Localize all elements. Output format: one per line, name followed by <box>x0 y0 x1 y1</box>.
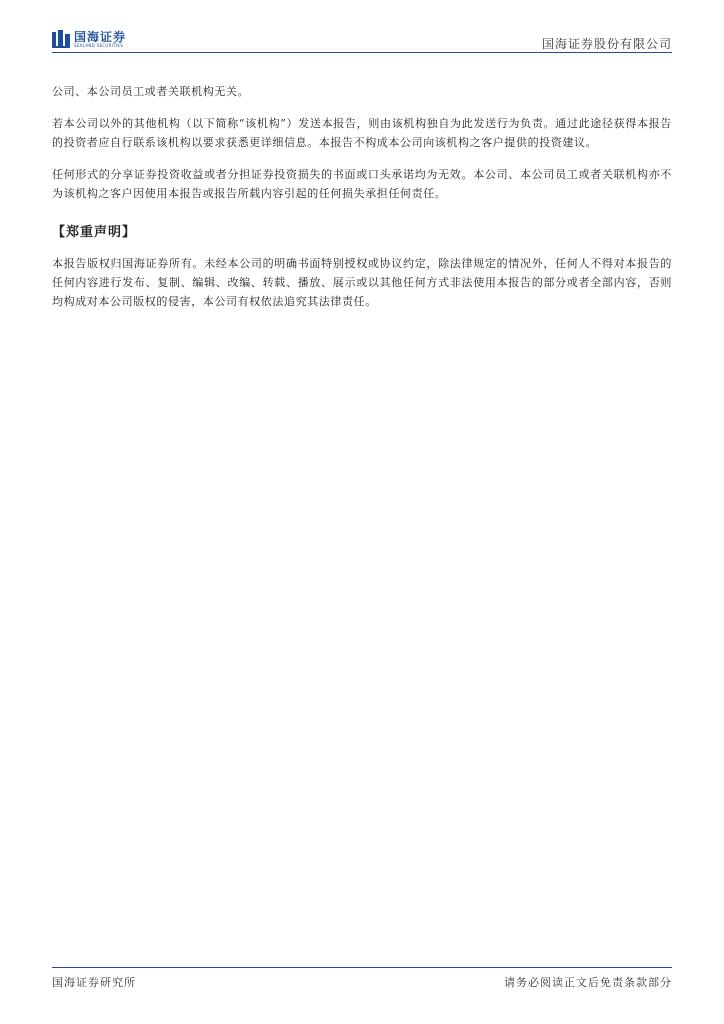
paragraph-1: 公司、本公司员工或者关联机构无关。 <box>52 85 250 98</box>
header-company-name: 国海证券股份有限公司 <box>541 37 672 51</box>
header-divider <box>52 52 672 53</box>
section-title-statement: 【郑重声明】 <box>52 225 137 240</box>
logo-text: 国海证券 <box>74 29 127 44</box>
footer-divider <box>52 967 672 968</box>
logo-icon <box>52 30 70 48</box>
document-body <box>52 82 672 324</box>
company-logo <box>52 30 126 48</box>
footer-institute: 国海证券研究所 <box>52 976 136 989</box>
paragraph-4: 本报告版权归国海证券所有。未经本公司的明确书面特别授权或协议约定，除法律规定的情况外，任何人不得对本报告的任何内容进行发布、复制、编辑、改编、转载、播放、展示或以其他任何方式非法使用本报告的部分或者全部内容，否则均构成对本公司版权的侵害，本公司有权依法追究其法律责任。 <box>52 257 672 308</box>
paragraph-2: 若本公司以外的其他机构（以下简称“该机构”）发送本报告，则由该机构独自为此发送行为负责。通过此途径获得本报告的投资者应自行联系该机构以要求获悉更详细信息。本报告不构成本公司向该机构之客户提供的投资建议。 <box>52 117 672 149</box>
footer-disclaimer-note: 请务必阅读正文后免责条款部分 <box>504 976 672 989</box>
page-header <box>52 30 672 52</box>
logo-subtext: SEALAND SECURITIES <box>74 42 124 48</box>
paragraph-3: 任何形式的分享证券投资收益或者分担证券投资损失的书面或口头承诺均为无效。本公司、本公司员工或者关联机构亦不为该机构之客户因使用本报告或报告所载内容引起的任何损失承担任何责任。 <box>52 168 672 200</box>
